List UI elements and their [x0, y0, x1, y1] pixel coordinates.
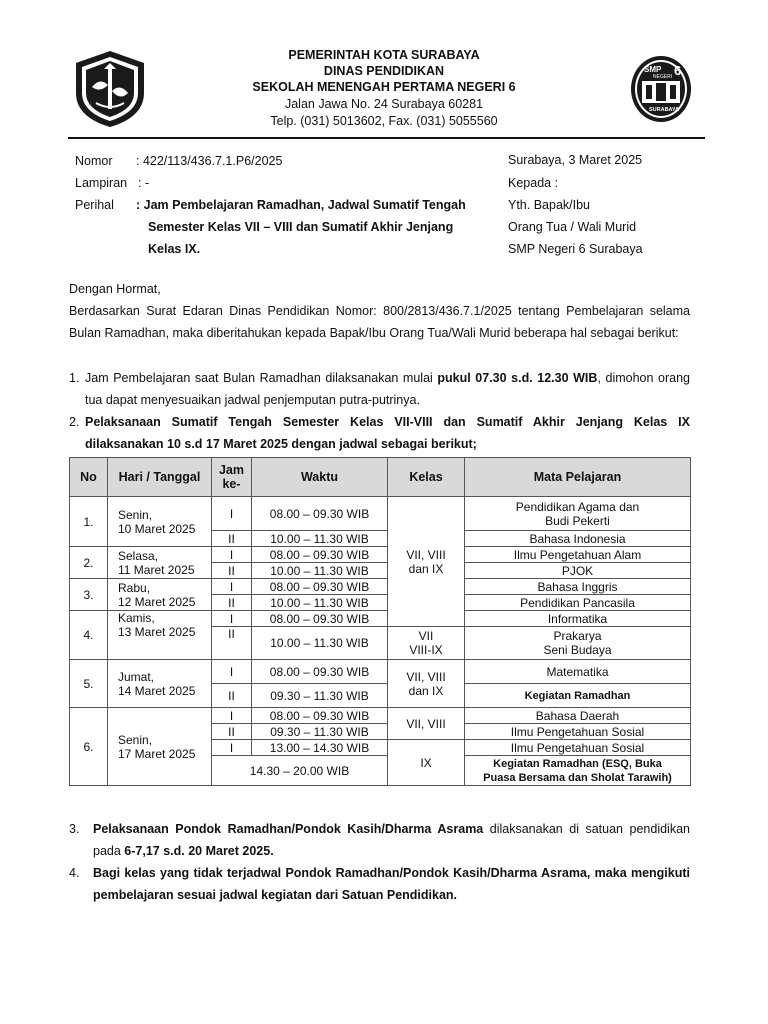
table-header-row: [70, 458, 691, 497]
lampiran-label: Lampiran: [75, 176, 128, 190]
time: 08.00 – 09.30 WIB: [252, 547, 388, 563]
subject-line2: Puasa Bersama dan Sholat Tarawih): [483, 771, 672, 784]
day-name: Senin,: [118, 732, 153, 747]
letterhead-contact: Telp. (031) 5013602, Fax. (031) 5055560: [270, 114, 498, 128]
row-number: 3.: [70, 579, 108, 611]
item3-dates: 6-7,17 s.d. 20 Maret 2025.: [124, 844, 274, 858]
day-name: Kamis,: [118, 611, 155, 625]
time: 10.00 – 11.30 WIB: [252, 595, 388, 611]
time: 10.00 – 11.30 WIB: [252, 627, 388, 660]
row-number: 5.: [70, 660, 108, 708]
session: I: [212, 547, 252, 563]
item3-text: [93, 818, 690, 862]
row-day: [108, 547, 212, 579]
item2-text: Pelaksanaan Sumatif Tengah Semester Kelas VII-VIII dan Sumatif Akhir Jenjang Kelas IX dilaksanakan 10 s.d 17 Maret 2025 dengan jadwal sebagai berikut;: [85, 415, 690, 451]
subject-line1: Kegiatan Ramadhan (ESQ, Buka: [493, 757, 662, 770]
time: 08.00 – 09.30 WIB: [252, 660, 388, 684]
subject: [465, 497, 691, 531]
session: I: [212, 660, 252, 684]
session: I: [212, 708, 252, 724]
row-number: 2.: [70, 547, 108, 579]
row-number: 1.: [70, 497, 108, 547]
letterhead-school: SEKOLAH MENENGAH PERTAMA NEGERI 6: [252, 80, 516, 94]
class-line2: dan IX: [408, 683, 444, 698]
day-date: 12 Maret 2025: [118, 594, 196, 609]
time: 09.30 – 11.30 WIB: [252, 684, 388, 708]
session: II: [212, 684, 252, 708]
header-no: No: [70, 458, 108, 497]
class-line1: VII: [418, 629, 434, 643]
letterhead-department: DINAS PENDIDIKAN: [323, 64, 445, 78]
item3-number: 3.: [69, 822, 80, 836]
session: II: [212, 627, 252, 660]
time: 10.00 – 11.30 WIB: [252, 531, 388, 547]
subject: Kegiatan Ramadhan: [465, 684, 691, 708]
table-row: [70, 547, 691, 563]
header-class: Kelas: [388, 458, 465, 497]
row-day: [108, 497, 212, 547]
subject: Informatika: [465, 611, 691, 627]
time: 09.30 – 11.30 WIB: [252, 724, 388, 740]
subject-line1: Prakarya: [553, 629, 602, 643]
item1-number: 1.: [69, 371, 80, 385]
schedule-table: [69, 457, 691, 786]
day-date: 17 Maret 2025: [118, 746, 196, 761]
day-date: 14 Maret 2025: [118, 683, 196, 698]
subject: Ilmu Pengetahuan Alam: [465, 547, 691, 563]
row-day: [108, 611, 212, 660]
row-number: 4.: [70, 611, 108, 660]
time: 13.00 – 14.30 WIB: [252, 740, 388, 756]
item1-text-a: Jam Pembelajaran saat Bulan Ramadhan dilaksanakan mulai: [85, 371, 438, 385]
nomor-label: Nomor: [75, 154, 113, 168]
subject-line1: Pendidikan Agama dan: [515, 499, 640, 514]
day-name: Senin,: [118, 507, 153, 522]
item2-number: 2.: [69, 415, 80, 429]
session: I: [212, 579, 252, 595]
letterhead-address: Jalan Jawa No. 24 Surabaya 60281: [284, 97, 484, 111]
table-row: [70, 579, 691, 595]
row-number: 6.: [70, 708, 108, 786]
session: I: [212, 740, 252, 756]
item1-time: pukul 07.30 s.d. 12.30 WIB: [437, 371, 598, 385]
time: 08.00 – 09.30 WIB: [252, 579, 388, 595]
subject: [465, 627, 691, 660]
greeting: Dengan Hormat,: [69, 282, 161, 296]
item4-number: 4.: [69, 866, 80, 880]
class-cell: [388, 660, 465, 708]
class-line1: VII, VIII: [406, 547, 446, 562]
subject: [465, 756, 691, 786]
class-cell: [388, 627, 465, 660]
intro-paragraph: Berdasarkan Surat Edaran Dinas Pendidikan Nomor: 800/2813/436.7.1/2025 tentang Pembelajaran selama Bulan Ramadhan, maka diberitahukan kepada Bapak/Ibu Orang Tua/Wali Murid beberapa hal sebagai berikut:: [69, 304, 690, 340]
recipient-parents: Orang Tua / Wali Murid: [508, 220, 637, 234]
time: 10.00 – 11.30 WIB: [252, 563, 388, 579]
subject: Ilmu Pengetahuan Sosial: [465, 724, 691, 740]
session: II: [212, 595, 252, 611]
session: I: [212, 497, 252, 531]
table-row: [70, 611, 691, 627]
letter-date: Surabaya, 3 Maret 2025: [508, 153, 643, 167]
subject-line2: Budi Pekerti: [545, 513, 610, 528]
header-day: Hari / Tanggal: [108, 458, 212, 497]
lampiran-value: : -: [138, 176, 150, 190]
header-time: Waktu: [252, 458, 388, 497]
table-row: [70, 660, 691, 684]
perihal-line1: : Jam Pembelajaran Ramadhan, Jadwal Sumatif Tengah: [136, 198, 466, 212]
letterhead-divider: [68, 137, 705, 139]
row-day: [108, 579, 212, 611]
logo-text-negeri: NEGERI: [653, 74, 673, 80]
subject: PJOK: [465, 563, 691, 579]
class-line2: dan IX: [408, 561, 444, 576]
day-date: 11 Maret 2025: [118, 562, 195, 577]
item4-text: Bagi kelas yang tidak terjadwal Pondok Ramadhan/Pondok Kasih/Dharma Asrama, maka mengikuti pembelajaran sesuai jadwal kegiatan dari Satuan Pendidikan.: [93, 866, 690, 902]
day-name: Jumat,: [118, 669, 155, 684]
header-session: Jam ke-: [212, 458, 252, 497]
nomor-value: : 422/113/436.7.1.P6/2025: [136, 154, 283, 168]
class-line2: VIII-IX: [409, 643, 443, 657]
item3-program: Pelaksanaan Pondok Ramadhan/Pondok Kasih/Dharma Asrama: [93, 822, 484, 836]
perihal-line3: Kelas IX.: [148, 242, 201, 256]
session: I: [212, 611, 252, 627]
time: 14.30 – 20.00 WIB: [212, 756, 388, 786]
table-row: [70, 708, 691, 724]
row-day: [108, 708, 212, 786]
class-cell: [388, 497, 465, 627]
class-line1: VII, VIII: [406, 669, 446, 684]
day-name: Selasa,: [118, 548, 159, 563]
class-cell: VII, VIII: [388, 708, 465, 740]
session: II: [212, 724, 252, 740]
subject: Pendidikan Pancasila: [465, 595, 691, 611]
logo-text-number: 6: [674, 63, 682, 78]
subject: Ilmu Pengetahuan Sosial: [465, 740, 691, 756]
session: II: [212, 531, 252, 547]
logo-text-smp: SMP: [644, 65, 662, 74]
time: 08.00 – 09.30 WIB: [252, 611, 388, 627]
time: 08.00 – 09.30 WIB: [252, 497, 388, 531]
day-date: 13 Maret 2025: [118, 625, 196, 639]
recipient-school: SMP Negeri 6 Surabaya: [508, 242, 643, 256]
header-subject: Mata Pelajaran: [465, 458, 691, 497]
recipient-yth: Yth. Bapak/Ibu: [508, 198, 591, 212]
perihal-line2: Semester Kelas VII – VIII dan Sumatif Akhir Jenjang: [148, 220, 454, 234]
time: 08.00 – 09.30 WIB: [252, 708, 388, 724]
subject: Bahasa Inggris: [465, 579, 691, 595]
kepada-label: Kepada :: [508, 176, 559, 190]
day-name: Rabu,: [118, 580, 151, 595]
class-cell: IX: [388, 740, 465, 786]
subject-line2: Seni Budaya: [543, 643, 612, 657]
item1-text: [85, 367, 690, 411]
session: II: [212, 563, 252, 579]
logo-text-surabaya: SURABAYA: [649, 107, 680, 113]
perihal-label: Perihal: [75, 198, 114, 212]
subject: Matematika: [465, 660, 691, 684]
letterhead-government: PEMERINTAH KOTA SURABAYA: [288, 48, 480, 62]
subject: Bahasa Indonesia: [465, 531, 691, 547]
subject: Bahasa Daerah: [465, 708, 691, 724]
row-day: [108, 660, 212, 708]
item3-text-b: dilaksanakan di satuan pendidikan pada: [93, 822, 690, 858]
table-row: [70, 497, 691, 531]
day-date: 10 Maret 2025: [118, 521, 196, 536]
item1-text-c: , dimohon orang tua dapat menyesuaikan jadwal penjemputan putra-putrinya.: [85, 371, 690, 407]
